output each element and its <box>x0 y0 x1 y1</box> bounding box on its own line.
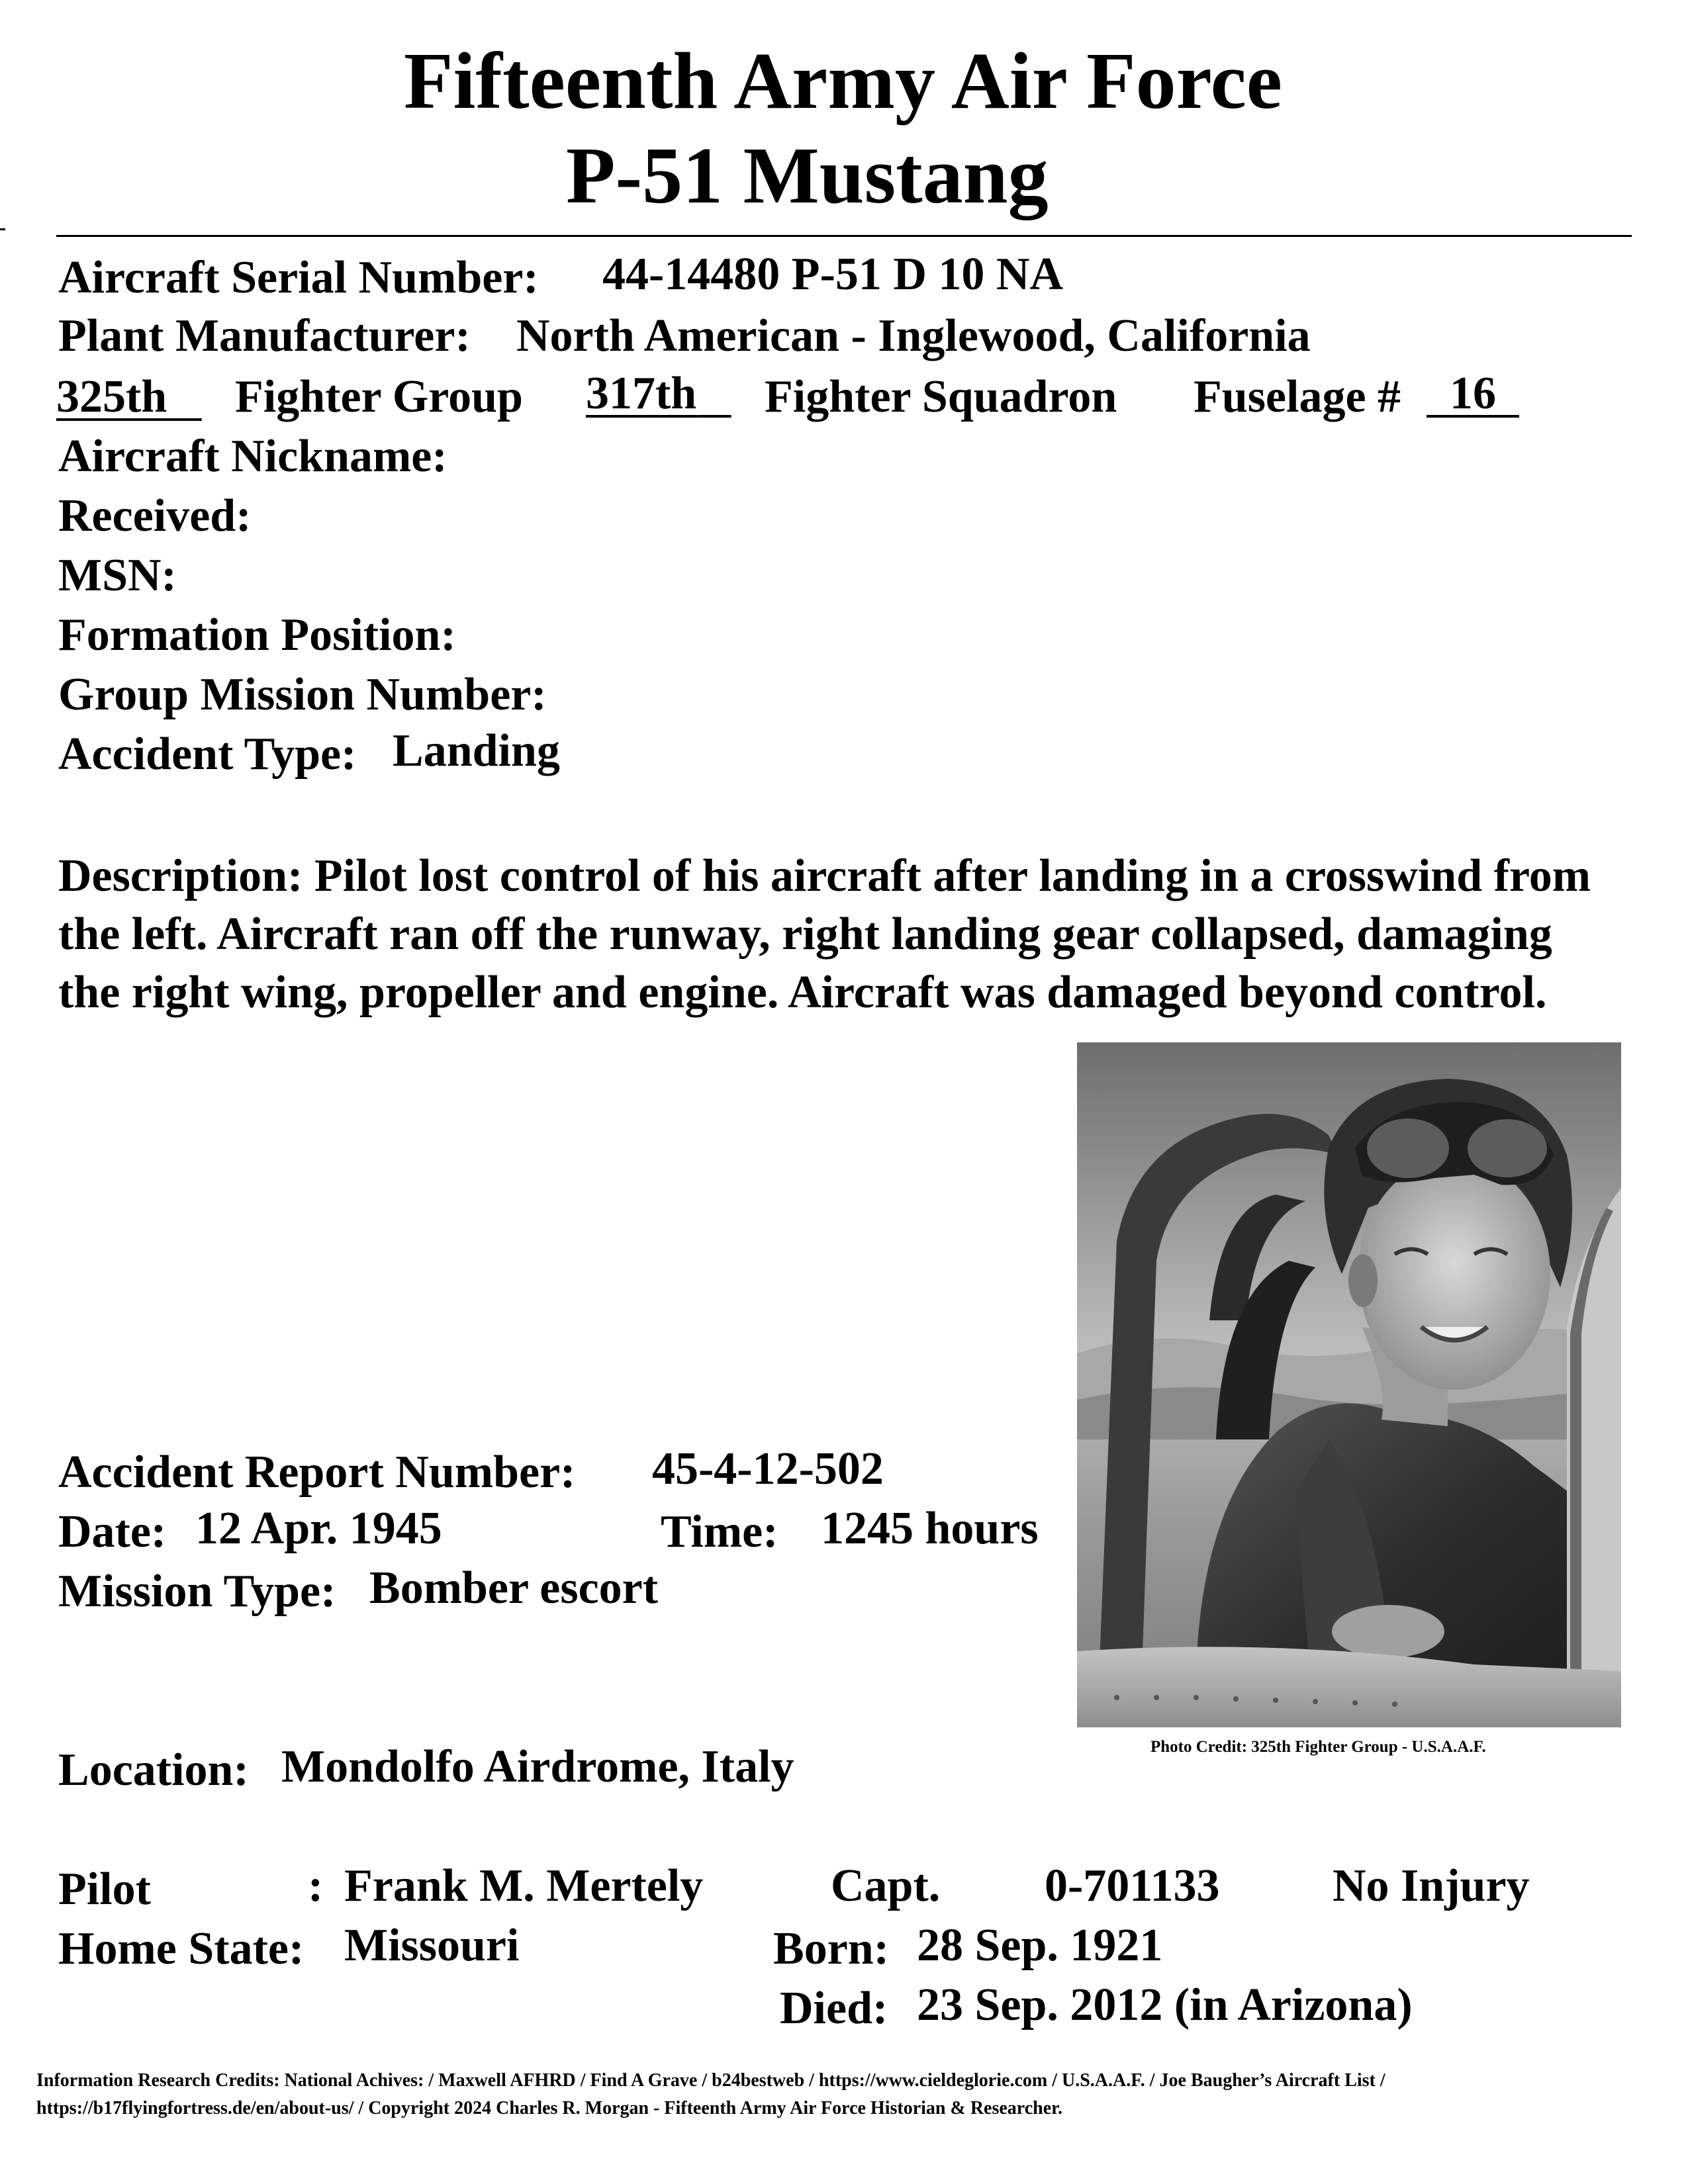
manufacturer-label: Plant Manufacturer: <box>58 310 471 361</box>
pilot-rank: Capt. <box>831 1860 941 1911</box>
credits-line-1: Information Research Credits: National Achives: / Maxwell AFHRD / Find A Grave / b24bestweb / https://www.cieldeglorie.com / U.S.A.A.F. / Joe Baugher’s Aircraft List / <box>36 2070 1385 2091</box>
born-label: Born: <box>773 1923 889 1974</box>
pilot-photo <box>1077 1042 1621 1727</box>
pilot-status: No Injury <box>1333 1860 1530 1911</box>
pilot-label: Pilot <box>58 1864 151 1915</box>
born-value: 28 Sep. 1921 <box>917 1920 1163 1971</box>
nickname-label: Aircraft Nickname: <box>58 431 447 482</box>
time-value: 1245 hours <box>821 1503 1039 1554</box>
description <box>58 847 1620 1022</box>
accident-type-label: Accident Type: <box>58 729 357 780</box>
fighter-squadron-label: Fighter Squadron <box>765 371 1117 422</box>
group-mission-label: Group Mission Number: <box>58 669 547 720</box>
description-text: Pilot lost control of his aircraft after landing in a crosswind from the left. Aircraft ran off the runway, right landing gear collapsed, damaging the right wing, propeller and engine. Aircraft was damaged beyond control. <box>58 850 1591 1018</box>
pilot-serial: 0-701133 <box>1045 1860 1220 1911</box>
report-number-value: 45-4-12-502 <box>652 1443 884 1494</box>
page-subtitle: P-51 Mustang <box>566 131 1049 220</box>
photo-caption: Photo Credit: 325th Fighter Group - U.S.A.A.F. <box>1150 1738 1486 1756</box>
header-divider <box>56 235 1632 237</box>
serial-number-label: Aircraft Serial Number: <box>58 252 539 303</box>
fighter-group-label: Fighter Group <box>235 371 523 422</box>
page-title: Fifteenth Army Air Force <box>404 36 1282 126</box>
fuselage-label: Fuselage # <box>1194 371 1401 422</box>
mission-type-value: Bomber escort <box>369 1563 659 1614</box>
pilot-colon: : <box>308 1860 324 1911</box>
received-label: Received: <box>58 490 252 541</box>
accident-type-value: Landing <box>393 725 560 776</box>
formation-position-label: Formation Position: <box>58 610 456 660</box>
msn-label: MSN: <box>58 550 177 601</box>
date-label: Date: <box>58 1506 167 1557</box>
died-label: Died: <box>780 1983 888 2034</box>
manufacturer-value: North American - Inglewood, California <box>516 310 1311 361</box>
died-value: 23 Sep. 2012 (in Arizona) <box>917 1979 1413 2030</box>
pilot-name: Frank M. Mertely <box>344 1860 704 1911</box>
date-value: 12 Apr. 1945 <box>195 1503 442 1554</box>
serial-number-value: 44-14480 P-51 D 10 NA <box>602 249 1064 300</box>
report-number-label: Accident Report Number: <box>58 1447 576 1498</box>
description-label: Description: <box>58 850 303 901</box>
credits-line-2: https://b17flyingfortress.de/en/about-us/ / Copyright 2024 Charles R. Morgan - Fifteenth Army Air Force Historian & Researcher. <box>36 2098 1062 2118</box>
fighter-squadron-value: 317th <box>586 368 697 419</box>
location-value: Mondolfo Airdrome, Italy <box>281 1741 794 1792</box>
home-state-value: Missouri <box>344 1920 520 1971</box>
margin-tick <box>0 228 5 230</box>
fighter-group-value: 325th <box>56 371 167 422</box>
fuselage-value: 16 <box>1450 368 1496 419</box>
mission-type-label: Mission Type: <box>58 1566 336 1617</box>
home-state-label: Home State: <box>58 1923 305 1974</box>
location-label: Location: <box>58 1745 249 1796</box>
time-label: Time: <box>661 1506 778 1557</box>
